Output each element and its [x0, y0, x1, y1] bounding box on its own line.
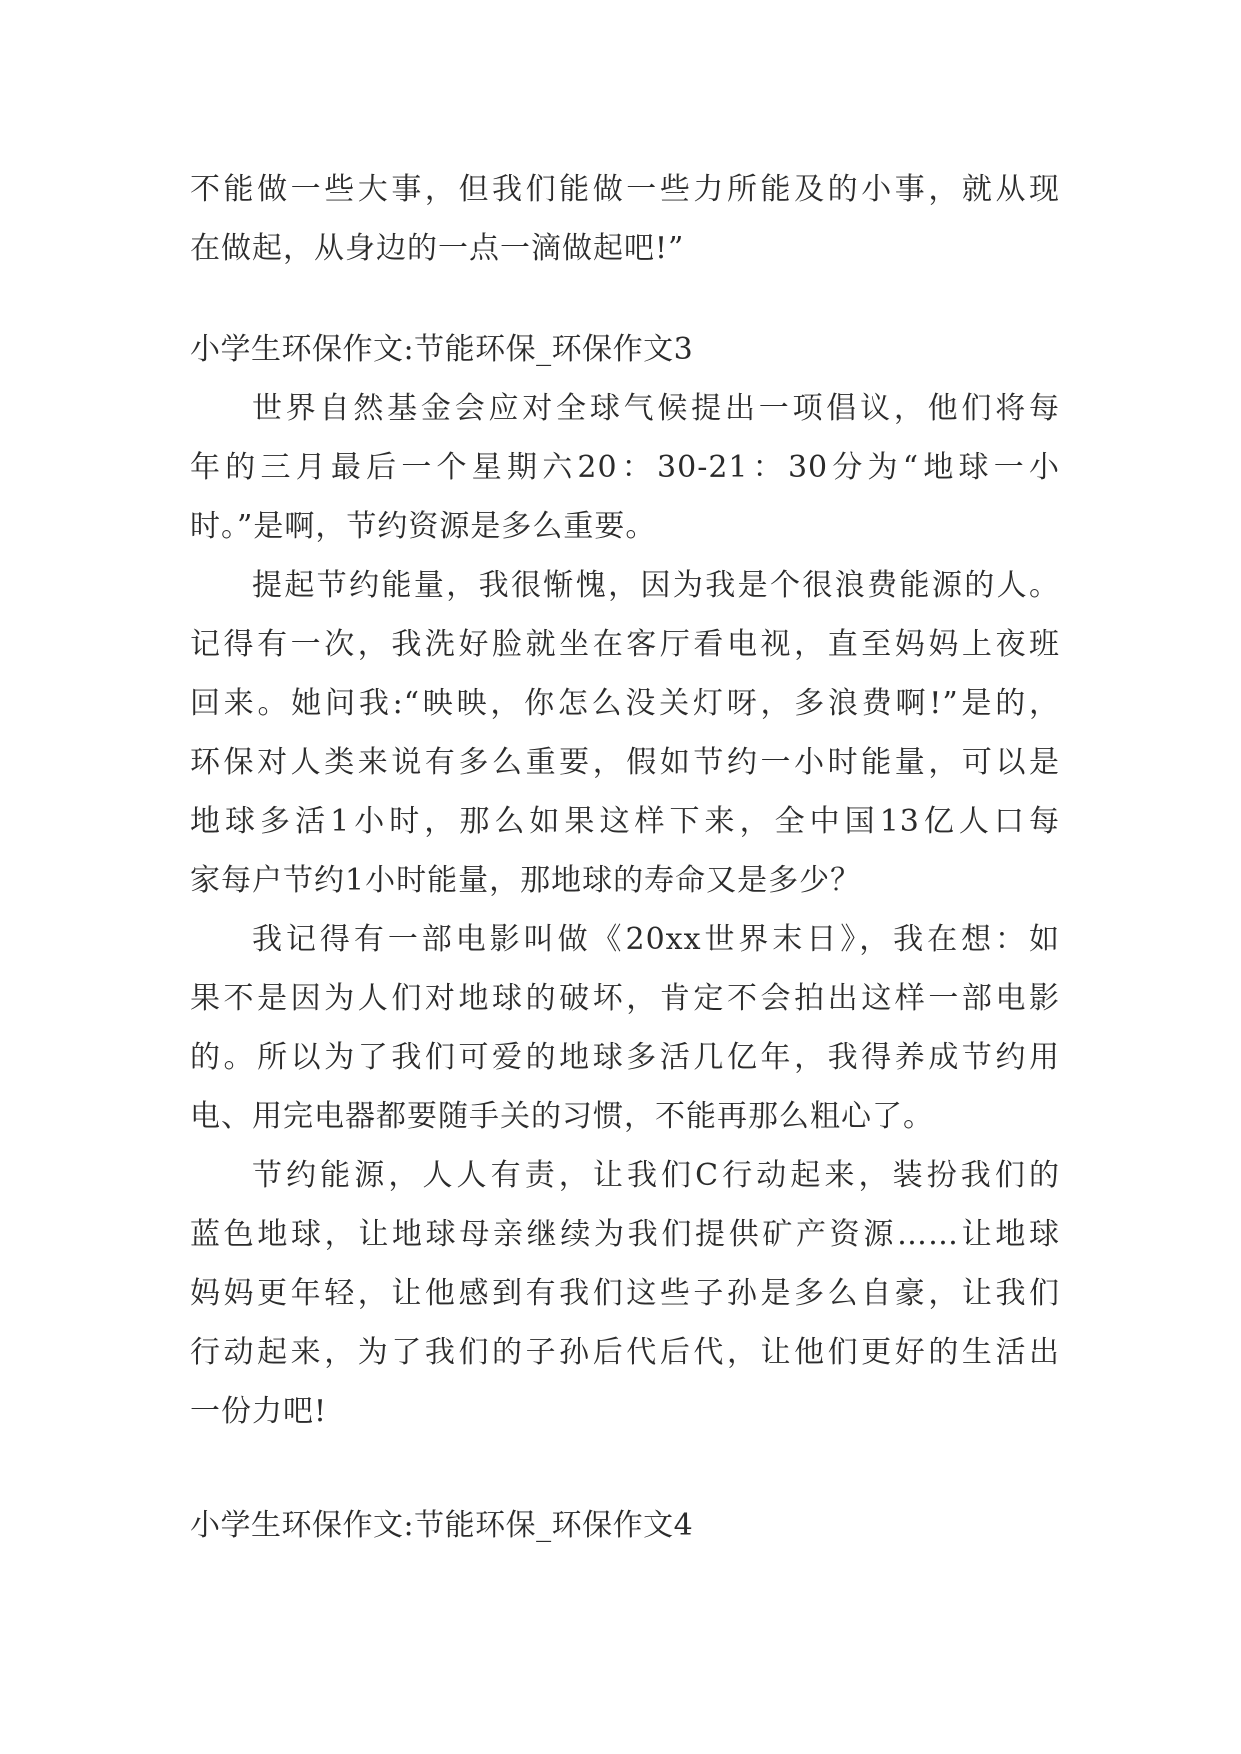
text-line: 电、用完电器都要随手关的习惯，不能再那么粗心了。 — [190, 1099, 934, 1134]
text-line: 行动起来，为了我们的子孙后代后代，让他们更好的生活出 — [190, 1335, 1060, 1370]
text-line: 节约能源，人人有责，让我们C行动起来，装扮我们的 — [252, 1158, 1060, 1193]
paragraph — [190, 379, 1060, 556]
paragraph — [190, 556, 1060, 910]
text-line: 一份力吧! — [190, 1394, 328, 1429]
paragraph — [190, 910, 1060, 1146]
text-line: 果不是因为人们对地球的破坏，肯定不会拍出这样一部电影 — [190, 981, 1060, 1016]
text-line: 世界自然基金会应对全球气候提出一项倡议，他们将每 — [252, 391, 1060, 426]
text-line: 妈妈更年轻，让他感到有我们这些子孙是多么自豪，让我们 — [190, 1276, 1060, 1311]
text-line: 蓝色地球，让地球母亲继续为我们提供矿产资源……让地球 — [190, 1217, 1060, 1252]
text-line: 不能做一些大事，但我们能做一些力所能及的小事，就从现 — [190, 172, 1060, 207]
text-line: 家每户节约1小时能量，那地球的寿命又是多少？ — [190, 863, 862, 898]
text-line: 的。所以为了我们可爱的地球多活几亿年，我得养成节约用 — [190, 1040, 1060, 1075]
section-title: 小学生环保作文:节能环保_环保作文4 — [190, 1508, 694, 1543]
text-line: 年的三月最后一个星期六20：30-21：30分为“地球一小 — [190, 450, 1060, 485]
document-page — [190, 160, 1060, 1555]
continuation-paragraph — [190, 160, 1060, 278]
text-line: 环保对人类来说有多么重要，假如节约一小时能量，可以是 — [190, 745, 1060, 780]
text-line: 时。”是啊，节约资源是多么重要。 — [190, 509, 657, 544]
text-line: 回来。她问我:“映映，你怎么没关灯呀，多浪费啊!”是的， — [190, 686, 1060, 721]
text-line: 地球多活1小时，那么如果这样下来，全中国13亿人口每 — [190, 804, 1060, 839]
text-line: 在做起，从身边的一点一滴做起吧!” — [190, 231, 685, 266]
section-title: 小学生环保作文:节能环保_环保作文3 — [190, 332, 694, 367]
text-line: 提起节约能量，我很惭愧，因为我是个很浪费能源的人。 — [252, 568, 1060, 603]
text-line: 我记得有一部电影叫做《20xx世界末日》，我在想：如 — [252, 922, 1060, 957]
paragraph — [190, 1146, 1060, 1441]
text-line: 记得有一次，我洗好脸就坐在客厅看电视，直至妈妈上夜班 — [190, 627, 1060, 662]
